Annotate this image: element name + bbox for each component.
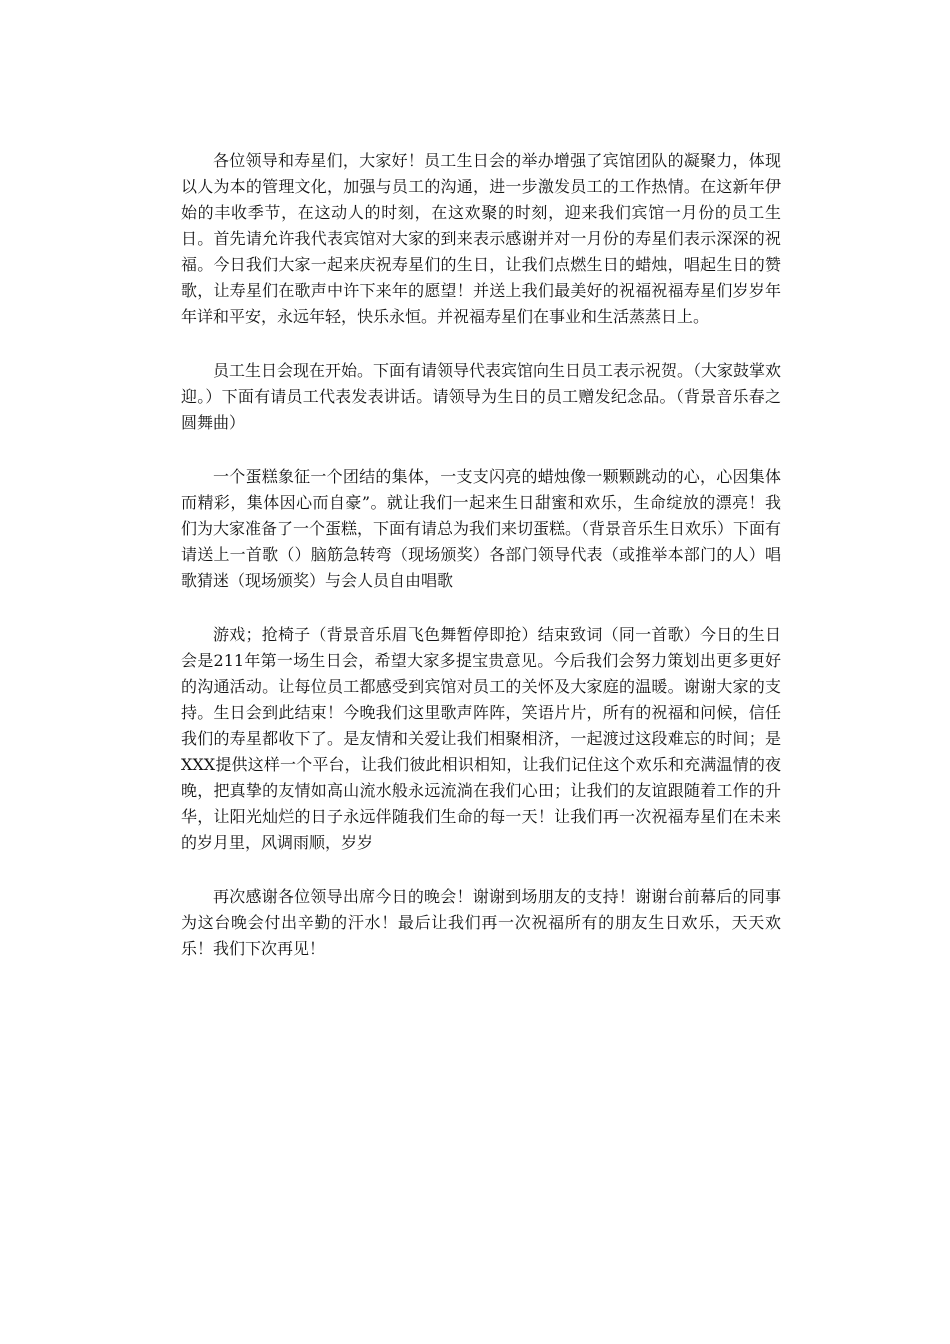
paragraph-opening-greeting: 各位领导和寿星们，大家好！员工生日会的举办增强了宾馆团队的凝聚力，体现以人为本的管理文化，加强与员工的沟通，进一步激发员工的工作热情。在这新年伊始的丰收季节，在这动人的时刻，在这欢聚的时刻，迎来我们宾馆一月份的员工生日。首先请允许我代表宾馆对大家的到来表示感谢并对一月份的寿星们表示深深的祝福。今日我们大家一起来庆祝寿星们的生日，让我们点燃生日的蜡烛，唱起生日的赞歌，让寿星们在歌声中许下来年的愿望！并送上我们最美好的祝福祝福寿星们岁岁年年详和平安，永远年轻，快乐永恒。并祝福寿星们在事业和生活蒸蒸日上。 bbox=[181, 151, 781, 326]
paragraph-ceremony-start: 员工生日会现在开始。下面有请领导代表宾馆向生日员工表示祝贺。（大家鼓掌欢迎。）下面有请员工代表发表讲话。请领导为生日的员工赠发纪念品。（背景音乐春之圆舞曲） bbox=[181, 361, 782, 432]
paragraph-final-thanks: 再次感谢各位领导出席今日的晚会！谢谢到场朋友的支持！谢谢台前幕后的同事为这台晚会付出辛勤的汗水！最后让我们再一次祝福所有的朋友生日欢乐，天天欢乐！我们下次再见！ bbox=[181, 887, 781, 958]
document-body bbox=[181, 148, 781, 990]
paragraph-games-closing: 游戏；抢椅子（背景音乐眉飞色舞暂停即抢）结束致词（同一首歌）今日的生日会是211年第一场生日会，希望大家多提宝贵意见。今后我们会努力策划出更多更好的沟通活动。让每位员工都感受到宾馆对员工的关怀及大家庭的温暖。谢谢大家的支持。生日会到此结束！今晚我们这里歌声阵阵，笑语片片，所有的祝福和问候，信任我们的寿星都收下了。是友情和关爱让我们相聚相济，一起渡过这段难忘的时间；是XXX提供这样一个平台，让我们彼此相识相知，让我们记住这个欢乐和充满温情的夜晚，把真挚的友情如高山流水般永远流淌在我们心田；让我们的友谊跟随着工作的升华，让阳光灿烂的日子永远伴随我们生命的每一天！让我们再一次祝福寿星们在未来的岁月里，风调雨顺，岁岁 bbox=[181, 625, 781, 852]
paragraph-cake-activities: 一个蛋糕象征一个团结的集体，一支支闪亮的蜡烛像一颗颗跳动的心，心因集体而精彩，集体因心而自豪”。就让我们一起来生日甜蜜和欢乐，生命绽放的漂亮！我们为大家准备了一个蛋糕，下面有请总为我们来切蛋糕。（背景音乐生日欢乐）下面有请送上一首歌（）脑筋急转弯（现场颁奖）各部门领导代表（或推举本部门的人）唱歌猜迷（现场颁奖）与会人员自由唱歌 bbox=[181, 467, 782, 590]
